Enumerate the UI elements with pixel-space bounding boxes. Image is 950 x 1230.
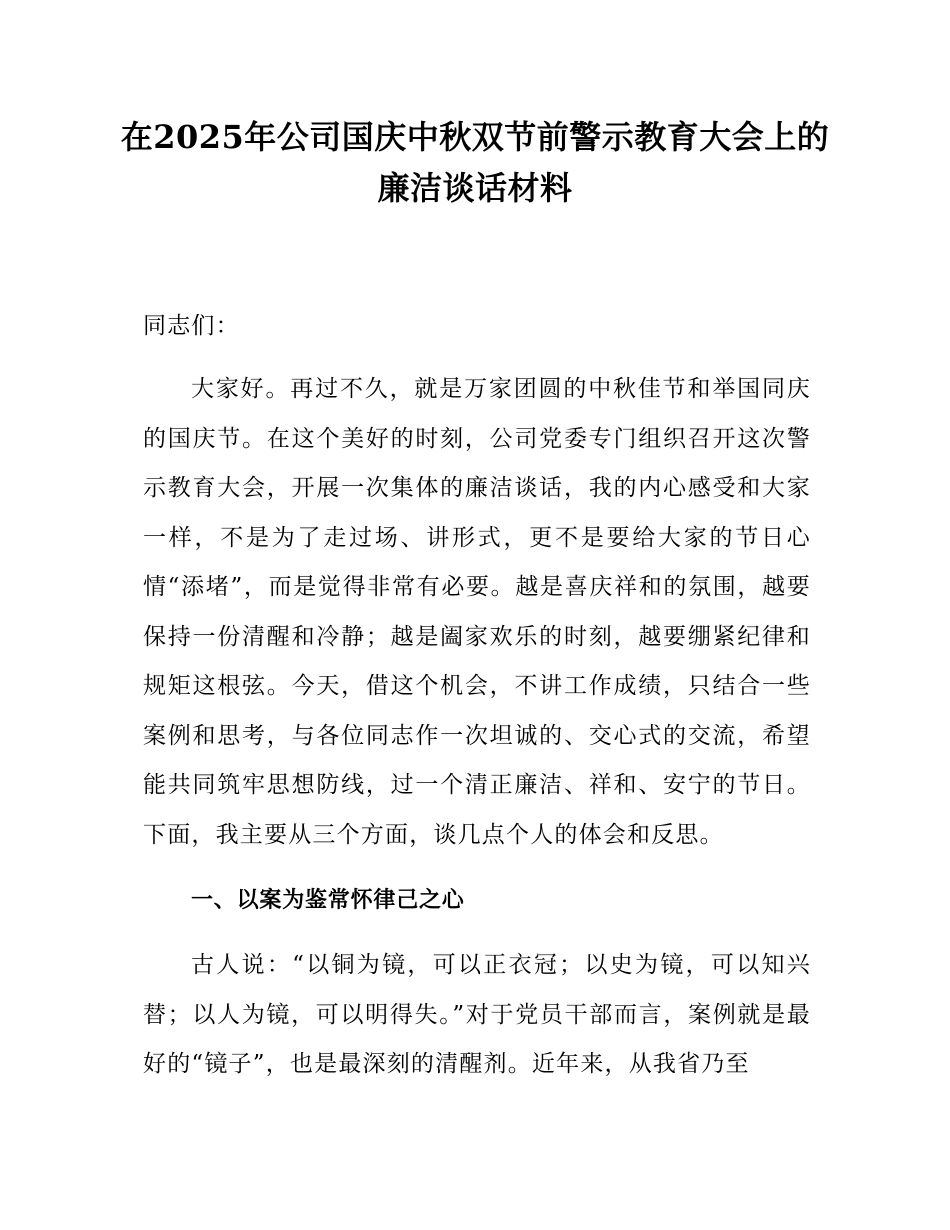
section-heading-1: 一、以案为鉴常怀律己之心 xyxy=(191,888,465,913)
paragraph-2: 古人说：“以铜为镜，可以正衣冠；以史为镜，可以知兴替；以人为镜，可以明得失。”对于党员干部而言，案例就是最好的“镜子”，也是最深刻的清醒剂。近年来，从我省乃至 xyxy=(143,952,811,1077)
salutation: 同志们： xyxy=(143,313,240,339)
paragraph-1: 大家好。再过不久，就是万家团圆的中秋佳节和举国同庆的国庆节。在这个美好的时刻，公司党委专门组织召开这次警示教育大会，开展一次集体的廉洁谈话，我的内心感受和大家一样，不是为了走过场、讲形式，更不是要给大家的节日心情“添堵”，而是觉得非常有必要。越是喜庆祥和的氛围，越要保持一份清醒和冷静；越是阖家欢乐的时刻，越要绷紧纪律和规矩这根弦。今天，借这个机会，不讲工作成绩，只结合一些案例和思考，与各位同志作一次坦诚的、交心式的交流，希望能共同筑牢思想防线，过一个清正廉洁、祥和、安宁的节日。下面，我主要从三个方面，谈几点个人的体会和反思。 xyxy=(143,376,811,848)
document-title: 在2025年公司国庆中秋双节前警示教育大会上的廉洁谈话材料 xyxy=(120,118,830,207)
